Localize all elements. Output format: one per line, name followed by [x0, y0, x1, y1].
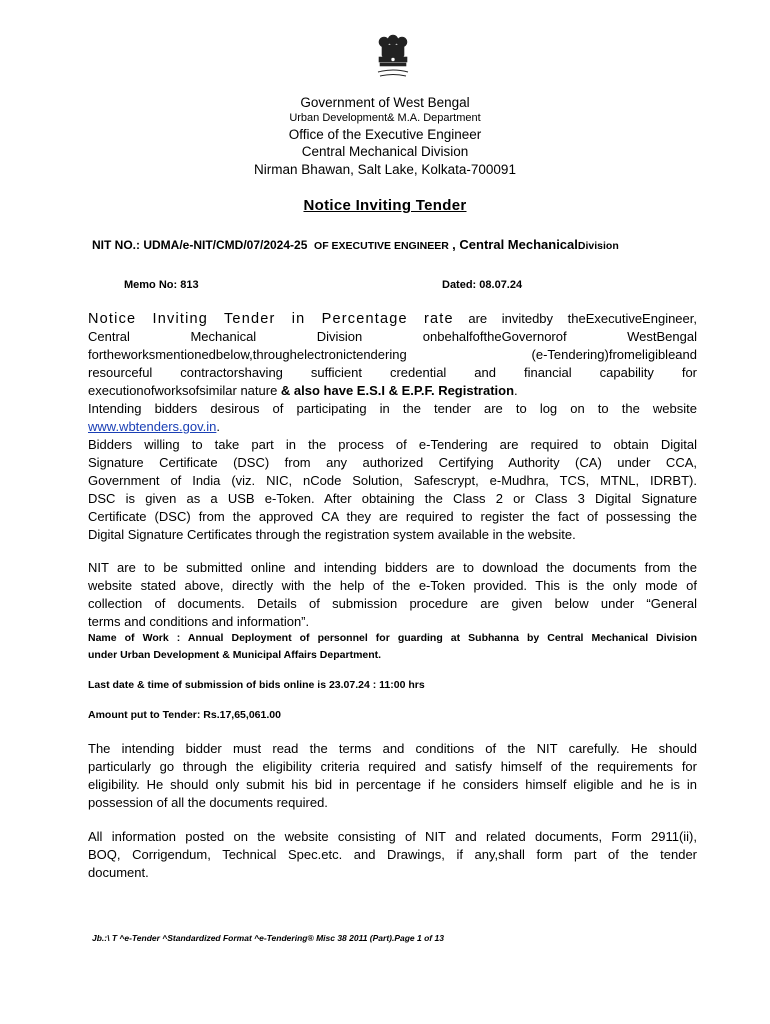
header-government: Government of West Bengal [300, 95, 470, 110]
paragraph-line: Digital Signature Certificates through the registration system available in the website. [88, 527, 576, 542]
nit-number: NIT NO.: UDMA/e-NIT/CMD/07/2024-25 [92, 238, 308, 252]
paragraph-line: The intending bidder must read the terms and conditions of the NIT carefully. He should [88, 741, 697, 756]
work-line: Name of Work : Annual Deployment of personnel for guarding at Subhanna by Central Mechanical Division [88, 632, 697, 644]
paragraph-information [88, 828, 697, 882]
paragraph-line: www.wbtenders.gov.in. [88, 419, 220, 434]
paragraph-line: fortheworksmentionedbelow,throughelectronictendering (e-Tendering)fromeligibleand [88, 347, 697, 362]
memo-number: Memo No: 813 [124, 279, 199, 291]
paragraph-line: particularly go through the eligibility criteria required and satisfy himself of the requirements for [88, 759, 697, 774]
paragraph-line: executionofworksofsimilar nature & also have E.S.I & E.P.F. Registration. [88, 383, 518, 398]
nit-of-label: OF EXECUTIVE ENGINEER [314, 240, 449, 252]
paragraph-eligibility [88, 740, 697, 812]
amount-put-to-tender: Amount put to Tender: Rs.17,65,061.00 [88, 709, 281, 721]
wbtenders-link[interactable]: www.wbtenders.gov.in [88, 419, 217, 434]
header-department: Urban Development& M.A. Department [289, 112, 481, 124]
header-office: Office of the Executive Engineer [288, 127, 482, 142]
paragraph-line: Bidders willing to take part in the process of e-Tendering are required to obtain Digital [88, 437, 697, 452]
paragraph-line: terms and conditions and information”. [88, 614, 310, 629]
paragraph-line: BOQ, Corrigendum, Technical Spec.etc. and Drawings, if any,shall form part of the tender [88, 847, 697, 862]
header-division: Central Mechanical Division [301, 144, 469, 159]
last-date: Last date & time of submission of bids online is 23.07.24 : 11:00 hrs [88, 679, 425, 691]
paragraph-notice [88, 310, 697, 544]
paragraph-line: Certificate (DSC) from the approved CA they are required to register the fact of possessing the [88, 509, 697, 524]
paragraph-line: website stated above, directly with the help of the e-Token provided. This is the only mode of [88, 578, 697, 593]
paragraph-line: resourceful contractorshaving sufficient credential and financial capability for [88, 365, 697, 380]
nit-division: , Central Mechanical [452, 237, 578, 252]
paragraph-submission [88, 559, 697, 631]
nit-division-tail: Division [577, 240, 619, 252]
paragraph-line: DSC is given as a USB e-Token. After obtaining the Class 2 or Class 3 Digital Signature [88, 491, 697, 506]
paragraph-line: collection of documents. Details of submission procedure are given below under “General [88, 596, 697, 611]
header-address: Nirman Bhawan, Salt Lake, Kolkata-700091 [254, 162, 516, 177]
document-title: Notice Inviting Tender [303, 197, 467, 214]
paragraph-line: Central Mechanical Division onbehalfoftheGovernorof WestBengal [88, 329, 697, 344]
paragraph-line: All information posted on the website consisting of NIT and related documents, Form 2911(ii), [88, 829, 697, 844]
page-footer: Jb.:\ T ^e-Tender ^Standardized Format ^e-Tendering® Misc 38 2011 (Part).Page 1 of 13 [92, 933, 444, 943]
paragraph-line: possession of all the documents required. [88, 795, 328, 810]
paragraph-line: document. [88, 865, 149, 880]
paragraph-line: NIT are to be submitted online and intending bidders are to download the documents from the [88, 560, 697, 575]
name-of-work [88, 630, 697, 664]
nit-number-line [92, 237, 619, 252]
paragraph-line: Signature Certificate (DSC) from any authorized Certifying Authority (CA) under CCA, [88, 455, 697, 470]
memo-date: Dated: 08.07.24 [442, 279, 523, 291]
work-line: under Urban Development & Municipal Affairs Department. [88, 649, 382, 661]
paragraph-line: Intending bidders desirous of participating in the tender are to log on to the website [88, 401, 697, 416]
paragraph-line: Notice Inviting Tender in Percentage rate are invitedby theExecutiveEngineer, [88, 311, 697, 327]
paragraph-line: Government of India (viz. NIC, nCode Solution, Safescrypt, e-Mudhra, TCS, MTNL, IDRBT). [88, 473, 697, 488]
state-emblem-icon [370, 32, 416, 82]
paragraph-line: eligibility. He should only submit his bid in percentage if he considers himself eligible and he is in [88, 777, 697, 792]
